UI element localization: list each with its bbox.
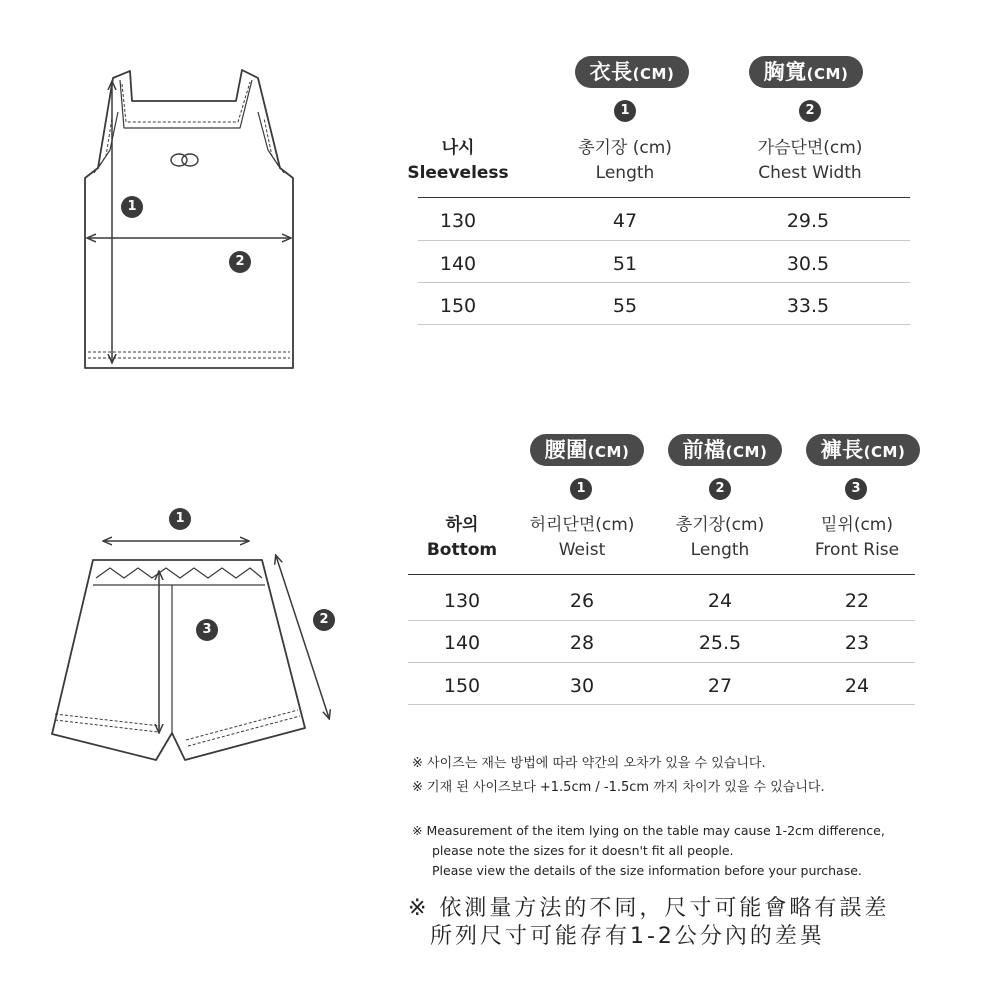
marker-front: 2 bbox=[709, 478, 731, 500]
note-zh-1: ※ 依測量方法的不同，尺寸可能會略有誤差 bbox=[408, 896, 890, 921]
header-item: 하의 Bottom bbox=[426, 515, 498, 560]
row-divider bbox=[408, 662, 915, 663]
note-zh-2: 所列尺寸可能存有1-2公分內的差異 bbox=[430, 924, 825, 949]
marker-length: 1 bbox=[614, 100, 636, 122]
shorts-marker-3: 3 bbox=[196, 619, 218, 641]
waist-cell: 26 bbox=[569, 590, 595, 612]
pill-waist: 腰圍(CM) bbox=[530, 434, 644, 466]
tank-marker-2: 2 bbox=[229, 251, 251, 273]
bottom-table-rule bbox=[408, 574, 915, 575]
size-cell: 140 bbox=[443, 632, 481, 654]
note-ko-2: ※ 기재 된 사이즈보다 +1.5cm / -1.5cm 까지 차이가 있을 수 있습니다. bbox=[412, 780, 825, 795]
waist-cell: 30 bbox=[569, 675, 595, 697]
tank-marker-1: 1 bbox=[121, 196, 143, 218]
length-cell: 25.5 bbox=[698, 632, 742, 654]
length-cell: 55 bbox=[612, 295, 638, 317]
tank-top-drawing bbox=[85, 70, 293, 368]
pill-chest: 胸寬(CM) bbox=[749, 56, 863, 88]
row-divider bbox=[408, 620, 915, 621]
header-bottom-length: 총기장(cm) Length bbox=[675, 515, 765, 560]
header-waist: 허리단면(cm) Weist bbox=[529, 515, 635, 560]
shorts-drawing bbox=[52, 560, 305, 760]
header-item: 나시 Sleeveless bbox=[407, 138, 509, 183]
header-rise: 밑위(cm) Front Rise bbox=[814, 515, 900, 560]
length-cell: 51 bbox=[612, 253, 638, 275]
row-divider bbox=[418, 282, 910, 283]
rise-cell: 24 bbox=[844, 675, 870, 697]
chest-cell: 30.5 bbox=[786, 253, 830, 275]
row-divider bbox=[408, 704, 915, 705]
note-en-1: ※ Measurement of the item lying on the table may cause 1-2cm difference, bbox=[412, 823, 885, 838]
note-en-3: Please view the details of the size information before your purchase. bbox=[432, 863, 862, 878]
pill-front: 前檔(CM) bbox=[668, 434, 782, 466]
size-cell: 150 bbox=[439, 295, 477, 317]
row-divider bbox=[418, 240, 910, 241]
marker-waist: 1 bbox=[570, 478, 592, 500]
chest-cell: 29.5 bbox=[786, 210, 830, 232]
note-ko-1: ※ 사이즈는 재는 방법에 따라 약간의 오차가 있을 수 있습니다. bbox=[412, 756, 766, 771]
length-cell: 47 bbox=[612, 210, 638, 232]
shorts-marker-1: 1 bbox=[169, 508, 191, 530]
size-cell: 140 bbox=[439, 253, 477, 275]
size-cell: 130 bbox=[439, 210, 477, 232]
header-length: 총기장 (cm) Length bbox=[578, 138, 672, 183]
marker-rise: 3 bbox=[845, 478, 867, 500]
top-table-rule bbox=[418, 197, 910, 198]
note-en-2: please note the sizes for it doesn't fit all people. bbox=[432, 843, 734, 858]
header-chest: 가슴단면(cm) Chest Width bbox=[757, 138, 863, 183]
length-cell: 27 bbox=[707, 675, 733, 697]
row-divider bbox=[418, 324, 910, 325]
size-cell: 130 bbox=[443, 590, 481, 612]
marker-chest: 2 bbox=[799, 100, 821, 122]
rise-cell: 23 bbox=[844, 632, 870, 654]
pill-pants-length: 褲長(CM) bbox=[806, 434, 920, 466]
shorts-marker-2: 2 bbox=[313, 609, 335, 631]
length-cell: 24 bbox=[707, 590, 733, 612]
rise-cell: 22 bbox=[844, 590, 870, 612]
waist-cell: 28 bbox=[569, 632, 595, 654]
pill-length: 衣長(CM) bbox=[575, 56, 689, 88]
chest-cell: 33.5 bbox=[786, 295, 830, 317]
size-cell: 150 bbox=[443, 675, 481, 697]
